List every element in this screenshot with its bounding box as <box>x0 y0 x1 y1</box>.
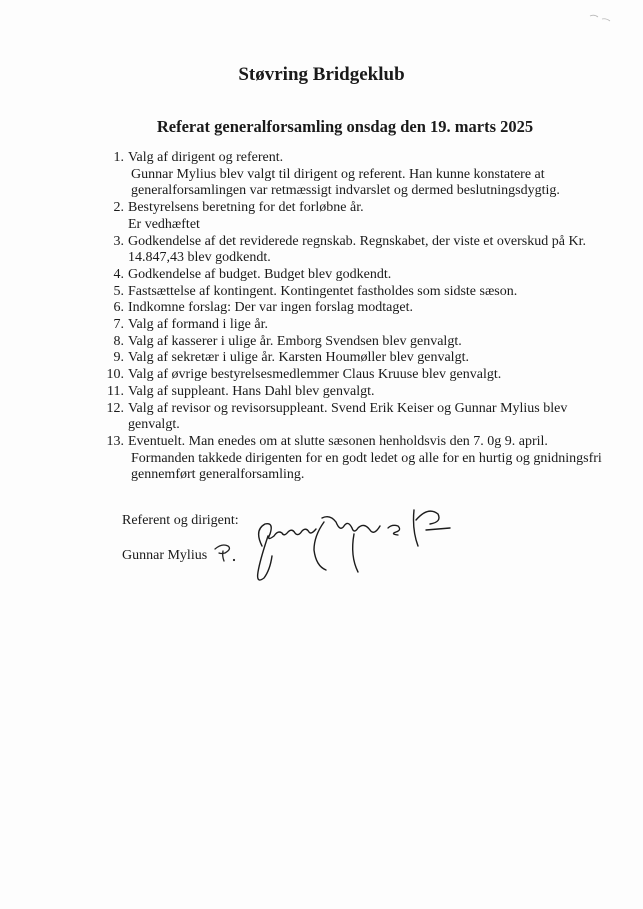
document-title: Støvring Bridgeklub <box>238 64 405 85</box>
agenda-item-number: 7. <box>113 317 124 333</box>
agenda-item-12 <box>102 401 622 434</box>
agenda-item-text: Fastsættelse af kontingent. Kontingentet fastholdes som sidste sæson. <box>128 283 518 299</box>
agenda-item-13 <box>102 434 622 484</box>
agenda-item-4 <box>102 267 622 284</box>
document-subtitle: Referat generalforsamling onsdag den 19. marts 2025 <box>156 117 534 136</box>
agenda-item-body <box>128 284 622 301</box>
agenda-item-number: 5. <box>113 283 124 299</box>
agenda-item-text: Valg af suppleant. Hans Dahl blev genvalgt. <box>128 383 375 399</box>
agenda-item-text: Bestyrelsens beretning for det forløbne år. <box>128 200 364 216</box>
agenda-item-6 <box>102 300 622 317</box>
agenda-item-text: Godkendelse af budget. Budget blev godkendt. <box>128 266 392 282</box>
agenda-item-body <box>128 350 622 367</box>
agenda-item-number: 6. <box>113 300 124 316</box>
agenda-item-number: 3. <box>113 233 124 249</box>
agenda-item-2 <box>102 200 622 233</box>
scan-corner-mark <box>588 10 618 29</box>
agenda-item-9 <box>102 350 622 367</box>
signoff-name: Gunnar Mylius <box>122 548 208 563</box>
agenda-item-body <box>128 150 622 200</box>
agenda-item-number: 9. <box>113 350 124 366</box>
agenda-item-body <box>128 317 622 334</box>
agenda-item-note: Formanden takkede dirigenten for en godt ledet og alle for en hurtig og gnidningsfri gennemført generalforsamling. <box>131 450 602 483</box>
handwritten-signature <box>250 500 460 595</box>
agenda-item-1 <box>102 150 622 200</box>
agenda-item-11 <box>102 384 622 401</box>
agenda-item-3 <box>102 234 622 267</box>
agenda-item-body <box>128 384 622 401</box>
agenda-item-8 <box>102 334 622 351</box>
agenda-item-number: 13. <box>106 433 124 449</box>
agenda-item-body <box>128 334 622 351</box>
agenda-item-text: Valg af formand i lige år. <box>128 317 268 333</box>
agenda-item-text: Godkendelse af det reviderede regnskab. Regnskabet, der viste et overskud på Kr. 14.847,43 blev godkendt. <box>128 233 586 266</box>
signoff-label: Referent og dirigent: <box>122 513 239 528</box>
agenda-item-text: Valg af dirigent og referent. <box>128 150 284 165</box>
agenda-item-body <box>128 300 622 317</box>
agenda-item-text: Eventuelt. Man enedes om at slutte sæsonen henholdsvis den 7. 0g 9. april. <box>128 433 548 449</box>
agenda-item-body <box>128 234 622 267</box>
agenda-item-text: Valg af kasserer i ulige år. Emborg Svendsen blev genvalgt. <box>128 333 462 349</box>
agenda-item-text: Valg af øvrige bestyrelsesmedlemmer Claus Kruuse blev genvalgt. <box>128 367 502 383</box>
agenda-item-text: Valg af revisor og revisorsuppleant. Svend Erik Keiser og Gunnar Mylius blev genvalgt. <box>128 400 568 433</box>
handwritten-initial <box>212 542 240 569</box>
agenda-list <box>102 150 622 484</box>
agenda-item-note: Er vedhæftet <box>128 216 200 232</box>
agenda-item-10 <box>102 367 622 384</box>
agenda-item-number: 1. <box>113 150 124 165</box>
agenda-item-body <box>128 434 622 484</box>
agenda-item-body <box>128 200 622 233</box>
agenda-item-note: Gunnar Mylius blev valgt til dirigent og referent. Han kunne konstatere at generalforsamlingen var retmæssigt indvarslet og dermed beslutningsdygtig. <box>131 166 560 199</box>
agenda-item-number: 2. <box>113 200 124 216</box>
agenda-item-body <box>128 367 622 384</box>
agenda-item-body <box>128 267 622 284</box>
agenda-item-number: 11. <box>107 383 124 399</box>
agenda-item-number: 8. <box>113 333 124 349</box>
agenda-item-text: Valg af sekretær i ulige år. Karsten Houmøller blev genvalgt. <box>128 350 469 366</box>
agenda-item-body <box>128 401 622 434</box>
agenda-item-number: 12. <box>106 400 124 416</box>
agenda-item-text: Indkomne forslag: Der var ingen forslag modtaget. <box>128 300 413 316</box>
agenda-item-5 <box>102 284 622 301</box>
agenda-item-number: 10. <box>106 367 124 383</box>
agenda-item-number: 4. <box>113 266 124 282</box>
agenda-item-7 <box>102 317 622 334</box>
